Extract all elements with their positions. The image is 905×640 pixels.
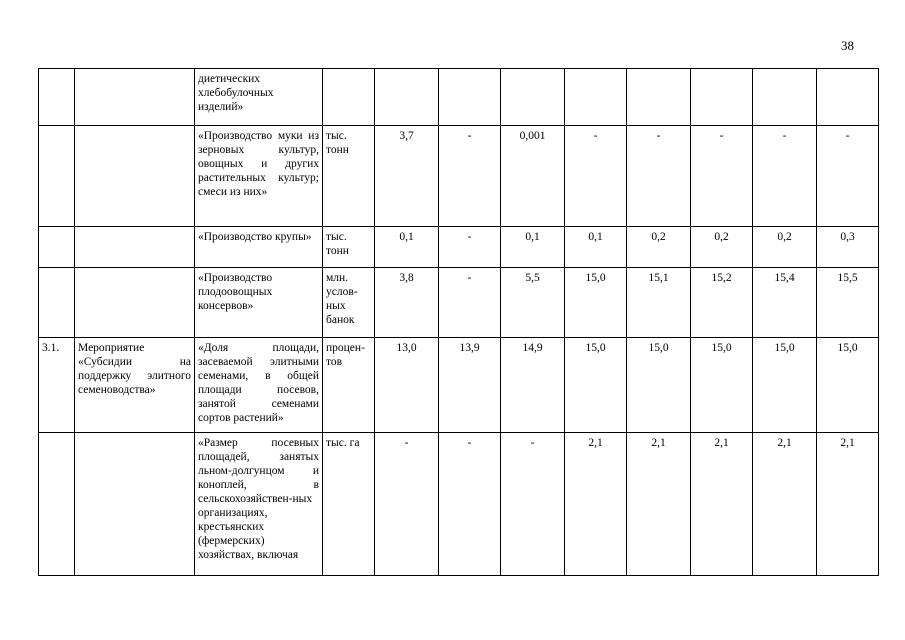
row-number-cell [39,69,75,126]
value-cell: - [439,227,501,268]
value-cell: - [817,126,879,227]
value-cell: - [439,268,501,338]
value-cell: 2,1 [817,433,879,576]
unit-cell: млн. услов-ных банок [323,268,375,338]
indicator-cell: «Доля площади, засеваемой элитными семенами, в общей площади посевов, занятой семенами сортов растений» [195,338,323,433]
value-cell: 15,0 [753,338,817,433]
value-cell: 2,1 [565,433,627,576]
value-cell: 15,0 [565,338,627,433]
value-cell: 0,1 [565,227,627,268]
value-cell: - [691,126,753,227]
indicator-cell: «Производство плодоовощных консервов» [195,268,323,338]
page-number: 38 [841,38,854,53]
event-cell [75,227,195,268]
value-cell: 2,1 [627,433,691,576]
table-row [39,268,879,338]
indicator-cell: «Производство крупы» [195,227,323,268]
value-cell: 13,0 [375,338,439,433]
indicators-table [38,68,879,576]
value-cell: - [753,126,817,227]
row-number-cell: 3.1. [39,338,75,433]
value-cell: 15,5 [817,268,879,338]
row-number-cell [39,126,75,227]
value-cell: 3,8 [375,268,439,338]
value-cell: - [565,126,627,227]
row-number-cell [39,268,75,338]
value-cell [753,69,817,126]
unit-cell: тыс. тонн [323,126,375,227]
value-cell [817,69,879,126]
value-cell: 0,3 [817,227,879,268]
value-cell: - [627,126,691,227]
value-cell [627,69,691,126]
indicator-cell: «Размер посевных площадей, занятых льном-долгунцом и коноплей, в сельскохозяйствен-ных организациях, крестьянских (фермерских) хозяйствах, включая [195,433,323,576]
value-cell [691,69,753,126]
value-cell: - [439,433,501,576]
value-cell: 15,4 [753,268,817,338]
table-row [39,227,879,268]
value-cell: 15,0 [817,338,879,433]
value-cell: - [501,433,565,576]
event-cell [75,268,195,338]
event-cell: Мероприятие «Субсидии на поддержку элитного семеноводства» [75,338,195,433]
value-cell: 15,0 [565,268,627,338]
value-cell: 0,2 [627,227,691,268]
value-cell: - [375,433,439,576]
value-cell: 15,0 [691,338,753,433]
event-cell [75,69,195,126]
value-cell: 15,1 [627,268,691,338]
value-cell: 0,2 [691,227,753,268]
table-row [39,126,879,227]
unit-cell [323,69,375,126]
event-cell [75,126,195,227]
value-cell: 2,1 [753,433,817,576]
table-row [39,69,879,126]
unit-cell: процен-тов [323,338,375,433]
value-cell: 15,2 [691,268,753,338]
table-row [39,338,879,433]
row-number-cell [39,227,75,268]
row-number-cell [39,433,75,576]
unit-cell: тыс. га [323,433,375,576]
value-cell: 0,001 [501,126,565,227]
value-cell: 15,0 [627,338,691,433]
value-cell [565,69,627,126]
value-cell: 0,1 [501,227,565,268]
value-cell: 0,2 [753,227,817,268]
indicator-cell: диетических хлебобулочных изделий» [195,69,323,126]
event-cell [75,433,195,576]
table-row [39,433,879,576]
value-cell: 13,9 [439,338,501,433]
value-cell: 2,1 [691,433,753,576]
value-cell: - [439,126,501,227]
value-cell: 0,1 [375,227,439,268]
indicator-cell: «Производство муки из зерновых культур, овощных и других растительных культур; смеси из них» [195,126,323,227]
value-cell [375,69,439,126]
value-cell: 14,9 [501,338,565,433]
value-cell: 3,7 [375,126,439,227]
value-cell [501,69,565,126]
unit-cell: тыс. тонн [323,227,375,268]
value-cell: 5,5 [501,268,565,338]
value-cell [439,69,501,126]
